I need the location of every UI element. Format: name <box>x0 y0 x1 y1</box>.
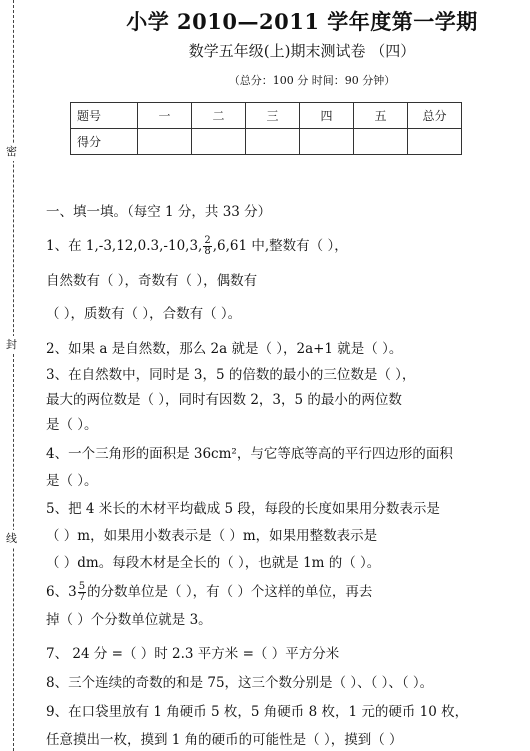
binding-char-mi: 密 <box>6 143 17 161</box>
question-text: 1、在 1,-3,12,0.3,-10,3, <box>46 238 203 254</box>
question-6 <box>46 582 530 603</box>
question-5-line-3: （ ）dm。每段木材是全长的（ ），也就是 1m 的（ ）。 <box>46 555 381 571</box>
question-3-line-3: 是（ ）。 <box>46 417 98 433</box>
score-header-cell: 一 <box>138 103 192 129</box>
score-table-header-row <box>71 103 462 129</box>
binding-line <box>13 0 16 751</box>
question-text: 6、3 <box>46 584 77 600</box>
question-4-line-1: 4、一个三角形的面积是 36cm²，与它等底等高的平行四边形的面积 <box>46 446 453 462</box>
fraction-denominator: 7 <box>78 592 86 603</box>
score-input-cell[interactable] <box>408 129 462 155</box>
question-9-line-1: 9、在口袋里放有 1 角硬币 5 枚，5 角硬币 8 枚，1 元的硬币 10 枚， <box>46 704 469 720</box>
fraction <box>78 582 86 603</box>
question-1 <box>46 236 530 257</box>
exam-title: 小学 2010—2011 学年度第一学期 <box>126 9 478 34</box>
score-header-cell: 题号 <box>71 103 138 129</box>
score-row-label: 得分 <box>71 129 138 155</box>
binding-char-feng: 封 <box>6 336 17 354</box>
fraction-numerator: 5 <box>78 581 86 592</box>
question-9-line-2: 任意摸出一枚，摸到 1 角的硬币的可能性是（ ），摸到（ ） <box>46 732 403 748</box>
question-text: 的分数单位是（ ），有（ ）个这样的单位，再去 <box>87 584 373 600</box>
exam-subtitle: 数学五年级(上)期末测试卷 （四） <box>188 42 416 60</box>
score-input-cell[interactable] <box>246 129 300 155</box>
question-2: 2、如果 a 是自然数，那么 2a 就是（ ），2a+1 就是（ ）。 <box>46 341 403 357</box>
score-header-cell: 四 <box>300 103 354 129</box>
question-3-line-1: 3、在自然数中，同时是 3，5 的倍数的最小的三位数是（ ）， <box>46 367 416 383</box>
score-input-cell[interactable] <box>354 129 408 155</box>
exam-meta: （总分：100 分 时间：90 分钟） <box>228 74 396 87</box>
score-header-cell: 三 <box>246 103 300 129</box>
fraction-denominator: 8 <box>204 246 211 257</box>
fraction-numerator: 2 <box>204 235 211 246</box>
score-input-cell[interactable] <box>192 129 246 155</box>
question-6-line-2: 掉（ ）个分数单位就是 3。 <box>46 612 212 628</box>
question-8: 8、三个连续的奇数的和是 75，这三个数分别是（ ）、（ ）、（ ）。 <box>46 675 434 691</box>
question-1-line-3: （ ），质数有（ ），合数有（ ）。 <box>46 306 242 322</box>
score-header-cell: 总分 <box>408 103 462 129</box>
question-3-line-2: 最大的两位数是（ ），同时有因数 2，3，5 的最小的两位数 <box>46 392 402 408</box>
question-5-line-2: （ ）m，如果用小数表示是（ ）m，如果用整数表示是 <box>46 528 378 544</box>
question-5-line-1: 5、把 4 米长的木材平均截成 5 段，每段的长度如果用分数表示是 <box>46 501 440 517</box>
binding-char-xian: 线 <box>6 530 17 548</box>
question-4-line-2: 是（ ）。 <box>46 473 98 489</box>
score-header-cell: 二 <box>192 103 246 129</box>
score-table <box>70 102 462 155</box>
question-text: ,6,61 中,整数有（ ）， <box>212 238 348 254</box>
score-input-cell[interactable] <box>138 129 192 155</box>
score-header-cell: 五 <box>354 103 408 129</box>
fraction <box>203 236 211 257</box>
section-heading: 一、填一填。（每空 1 分，共 33 分） <box>46 204 272 220</box>
question-1-line-2: 自然数有（ ），奇数有（ ），偶数有 <box>46 273 258 289</box>
question-7: 7、 24 分 =（ ）时 2.3 平方米 =（ ）平方分米 <box>46 646 340 662</box>
score-table-score-row <box>71 129 462 155</box>
score-input-cell[interactable] <box>300 129 354 155</box>
